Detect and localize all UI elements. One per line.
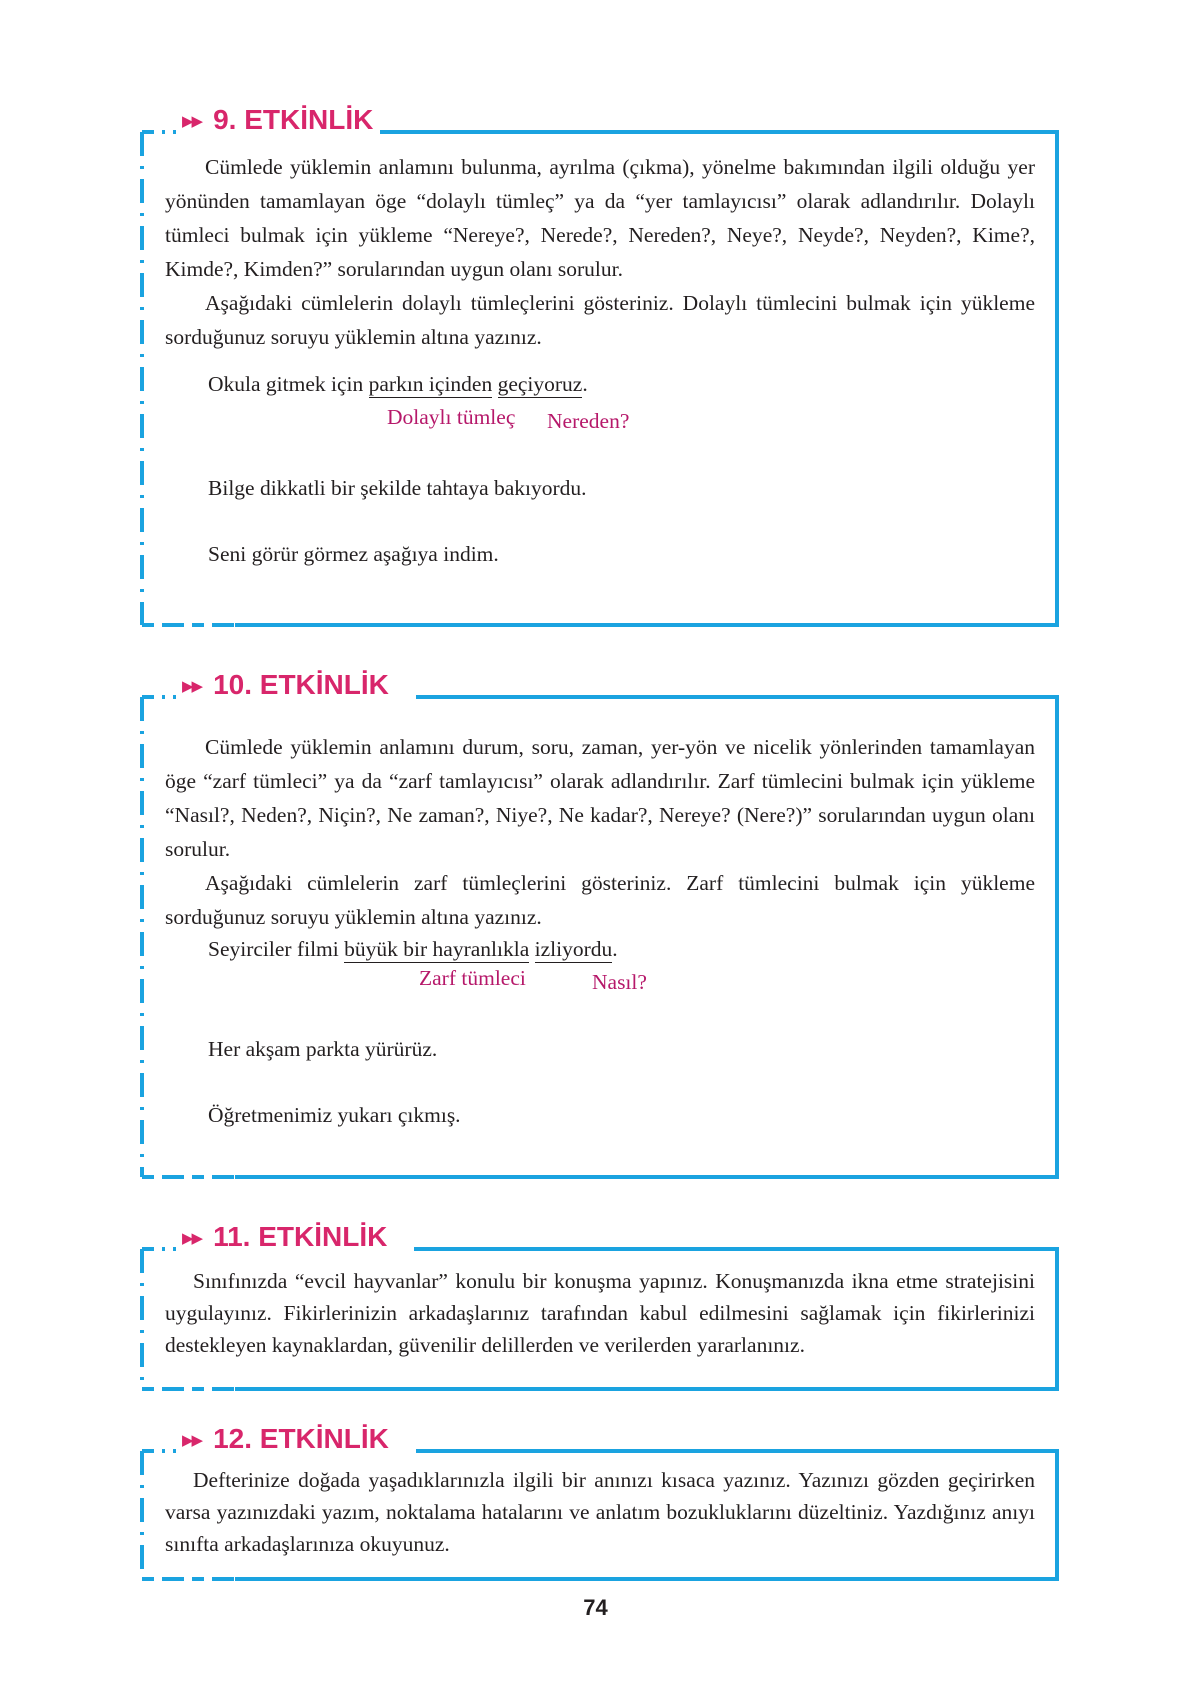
paragraph: Cümlede yüklemin anlamını durum, soru, zaman, yer-yön ve nicelik yönlerinden tamamlayan öge “zarf tümleci” ya da “zarf tamlayıcısı” olarak adlandırılır. Zarf tümlecini bulmak için yükleme “Nasıl?, Neden?, Niçin?, Ne zaman?, Niye?, Ne kadar?, Nereye? (Nere?)” sorularından uygun olanı sorulur.: [165, 735, 1035, 861]
paragraph: Aşağıdaki cümlelerin zarf tümleçlerini gösteriniz. Zarf tümlecini bulmak için yükleme sorduğunuz soruyu yüklemin altına yazınız.: [165, 871, 1035, 929]
complement-underlined: büyük bir hayranlıkla: [344, 937, 530, 961]
example-end: .: [582, 372, 588, 396]
activity-title-text: 9. ETKİNLİK: [213, 104, 374, 135]
activity-11-title: [182, 1222, 391, 1254]
activity-10: [140, 670, 1059, 1180]
activity-11: [140, 1222, 1059, 1392]
example-sentence: [208, 932, 618, 966]
double-arrow-icon: ▶▶: [182, 1432, 202, 1449]
example-sentence: [208, 367, 588, 401]
activity-title-text: 10. ETKİNLİK: [213, 669, 389, 700]
activity-12: [140, 1424, 1059, 1582]
paragraph: Sınıfınızda “evcil hayvanlar” konulu bir konuşma yapınız. Konuşmanızda ikna etme stratejisini uygulayınız. Fikirlerinizin arkadaşlarınız tarafından kabul edilmesini sağlamak için fikirlerinizi destekleyen kaynaklardan, güvenilir delillerden ve verilerden yararlanınız.: [165, 1269, 1035, 1357]
complement-label: Dolaylı tümleç: [387, 405, 516, 429]
complement-underlined: parkın içinden: [368, 372, 493, 396]
activity-title-text: 11. ETKİNLİK: [213, 1221, 388, 1252]
double-arrow-icon: ▶▶: [182, 113, 202, 130]
activity-12-title: [182, 1424, 393, 1456]
example-end: .: [612, 937, 618, 961]
exercise-sentence: Seni görür görmez aşağıya indim.: [208, 542, 499, 566]
exercise-sentence: Her akşam parkta yürürüz.: [208, 1037, 438, 1061]
verb-underlined: geçiyoruz: [497, 372, 583, 396]
paragraph: Aşağıdaki cümlelerin dolaylı tümleçlerini gösteriniz. Dolaylı tümlecini bulmak için yükleme sorduğunuz soruyu yüklemin altına yazınız.: [165, 291, 1035, 349]
question-label: Nereden?: [547, 409, 630, 433]
question-label: Nasıl?: [592, 970, 647, 994]
activity-11-body: [165, 1265, 1035, 1361]
example-prefix: Seyirciler filmi: [208, 937, 345, 961]
verb-underlined: izliyordu: [534, 937, 613, 961]
activity-9-body: [165, 150, 1035, 354]
page-number: 74: [583, 1595, 608, 1620]
double-arrow-icon: ▶▶: [182, 1230, 202, 1247]
complement-label: Zarf tümleci: [419, 966, 526, 990]
double-arrow-icon: ▶▶: [182, 678, 202, 695]
activity-10-title: [182, 670, 393, 702]
exercise-sentence: Öğretmenimiz yukarı çıkmış.: [208, 1103, 461, 1127]
activity-title-text: 12. ETKİNLİK: [213, 1423, 389, 1454]
activity-9-title: [182, 105, 377, 137]
example-prefix: Okula gitmek için: [208, 372, 369, 396]
exercise-sentence: Bilge dikkatli bir şekilde tahtaya bakıyordu.: [208, 476, 587, 500]
activity-9: [140, 105, 1059, 628]
activity-12-body: [165, 1464, 1035, 1560]
activity-10-body: [165, 730, 1035, 934]
paragraph: Defterinize doğada yaşadıklarınızla ilgili bir anınızı kısaca yazınız. Yazınızı gözden geçirirken varsa yazınızdaki yazım, noktalama hatalarını ve anlatım bozukluklarını düzeltiniz. Yazdığınız anıyı sınıfta arkadaşlarınıza okuyunuz.: [165, 1468, 1035, 1556]
paragraph: Cümlede yüklemin anlamını bulunma, ayrılma (çıkma), yönelme bakımından ilgili olduğu yer yönünden tamamlayan öge “dolaylı tümleç” ya da “yer tamlayıcısı” olarak adlandırılır. Dolaylı tümleci bulmak için yükleme “Nereye?, Nerede?, Nereden?, Neye?, Neyde?, Neyden?, Kime?, Kimde?, Kimden?” sorularından uygun olanı sorulur.: [165, 155, 1035, 281]
